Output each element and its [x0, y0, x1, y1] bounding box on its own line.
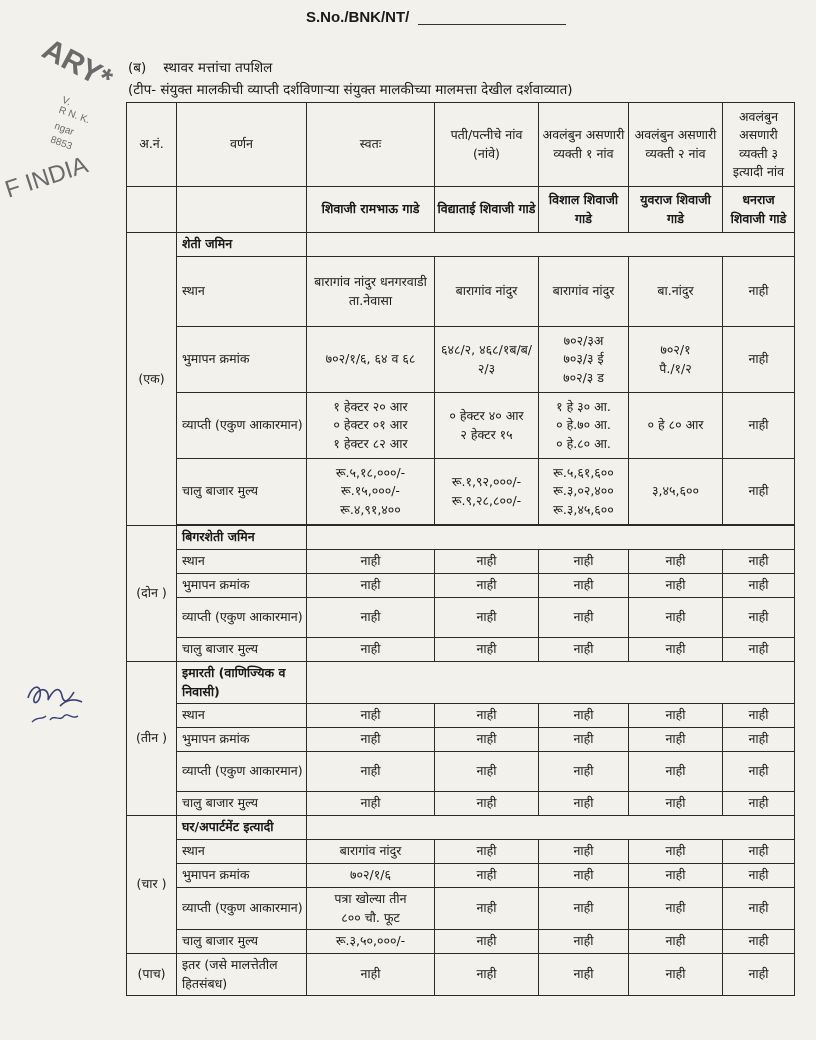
table-row [127, 393, 795, 459]
serial-underline [418, 24, 566, 25]
cell-value: नाही [723, 393, 795, 459]
table-row: व्याप्ती (एकुण आकारमान) पत्रा खोल्या तीन ८०० चौ. फूट नाही नाही नाही नाही [127, 888, 795, 930]
table-row [127, 459, 795, 525]
section-title: स्थावर मत्तांचा तपशिल [163, 60, 273, 76]
row-label: स्थान [177, 840, 307, 864]
table-row: भुमापन क्रमांक नाही नाही नाही नाही नाही [127, 574, 795, 598]
handwritten-signature [20, 676, 110, 746]
row-label: व्याप्ती (एकुण आकारमान) [177, 752, 307, 792]
header-no: अ.नं. [127, 103, 177, 187]
header-self: स्वतः [307, 103, 435, 187]
row-label: चालु बाजार मुल्य [177, 459, 307, 525]
name-dep2: युवराज शिवाजी गाडे [629, 187, 723, 233]
stamp-seal [1, 32, 122, 208]
seal-text-top: ARY* [36, 32, 118, 97]
seal-text-bottom: F INDIA [1, 151, 92, 204]
cell-value: बा.नांदुर [629, 257, 723, 327]
row-label: चालु बाजार मुल्य [177, 638, 307, 662]
cell-value: रू.३,५०,०००/- [307, 930, 435, 954]
row-label: भुमापन क्रमांक [177, 728, 307, 752]
cell-value: ७०२/१/६ [307, 864, 435, 888]
header-desc: वर्णन [177, 103, 307, 187]
cell-value: बारागांव नांदुर [539, 257, 629, 327]
section-heading [128, 58, 272, 76]
cell-value: पत्रा खोल्या तीन ८०० चौ. फूट [307, 888, 435, 930]
section-note: (टीप- संयुक्त मालकीची व्याप्ती दर्शविणाऱ्या संयुक्त मालकीच्या मालमत्ता देखील दर्शवाव्यात) [128, 82, 573, 98]
cell-value: १ हेक्टर २० आर ० हेक्टर ०१ आर १ हेक्टर ८२ आर [307, 393, 435, 459]
table-row: स्थान नाही नाही नाही नाही नाही [127, 550, 795, 574]
section-title: शेती जमिन [177, 233, 307, 257]
immovable-assets-table [126, 102, 795, 996]
section-no: (पाच) [127, 954, 177, 996]
header-dep1: अवलंबुन असणारी व्यक्ती १ नांव [539, 103, 629, 187]
row-label: चालु बाजार मुल्य [177, 792, 307, 816]
row-label: व्याप्ती (एकुण आकारमान) [177, 888, 307, 930]
section-title: इतर (जसे मालत्तेतील हितसंबध) [177, 954, 307, 996]
section-no: (चार ) [127, 816, 177, 954]
cell-value: बारागांव नांदुर धनगरवाडी ता.नेवासा [307, 257, 435, 327]
seal-line-1: V. [60, 94, 73, 109]
name-dep1: विशाल शिवाजी गाडे [539, 187, 629, 233]
table-row: चालु बाजार मुल्य नाही नाही नाही नाही नाही [127, 638, 795, 662]
cell-value: ० हेक्टर ४० आर २ हेक्टर १५ [435, 393, 539, 459]
section-no: (तीन ) [127, 662, 177, 816]
section-title: घर/अपार्टमेंट इत्यादी [177, 816, 307, 840]
cell-value: नाही [723, 459, 795, 525]
section-title: इमारती (वाणिज्यिक व निवासी) [177, 662, 307, 704]
name-self: शिवाजी रामभाऊ गाडे [307, 187, 435, 233]
header-dep2: अवलंबुन असणारी व्यक्ती २ नांव [629, 103, 723, 187]
table-row: स्थान नाही नाही नाही नाही नाही [127, 704, 795, 728]
row-label: भुमापन क्रमांक [177, 574, 307, 598]
table-row: व्याप्ती (एकुण आकारमान) नाही नाही नाही नाही नाही [127, 752, 795, 792]
seal-line-3: ngar [52, 120, 76, 139]
row-label: व्याप्ती (एकुण आकारमान) [177, 393, 307, 459]
table-row: भुमापन क्रमांक नाही नाही नाही नाही नाही [127, 728, 795, 752]
table-row: चालु बाजार मुल्य रू.३,५०,०००/- नाही नाही नाही नाही [127, 930, 795, 954]
name-dep3: धनराज शिवाजी गाडे [723, 187, 795, 233]
section-no: (दोन ) [127, 526, 177, 662]
table-row [127, 257, 795, 327]
cell-value: ७०२/१/६, ६४ व ६८ [307, 327, 435, 393]
cell-value: बारागांव नांदुर [307, 840, 435, 864]
seal-line-4: 8853 [48, 134, 74, 153]
cell-value: रू.५,६१,६०० रू.३,०२,४०० रू.३,४५,६०० [539, 459, 629, 525]
cell-value: ३,४५,६०० [629, 459, 723, 525]
row-label: भुमापन क्रमांक [177, 327, 307, 393]
row-label: स्थान [177, 704, 307, 728]
serial-number: S.No./BNK/NT/ [306, 9, 410, 26]
header-row [127, 103, 795, 187]
row-label: स्थान [177, 257, 307, 327]
section-marker: (ब) [128, 60, 147, 76]
row-label: भुमापन क्रमांक [177, 864, 307, 888]
table-row: चालु बाजार मुल्य नाही नाही नाही नाही नाही [127, 792, 795, 816]
header-dep3: अवलंबुन असणारी व्यक्ती ३ इत्यादी नांव [723, 103, 795, 187]
cell-value: ७०२/१ पै./१/२ [629, 327, 723, 393]
name-spouse: विद्याताई शिवाजी गाडे [435, 187, 539, 233]
table-row [127, 526, 795, 550]
row-label: व्याप्ती (एकुण आकारमान) [177, 598, 307, 638]
table-row [127, 662, 795, 704]
table-row: स्थान बारागांव नांदुर नाही नाही नाही नाही [127, 840, 795, 864]
cell-value: रू.५,१८,०००/- रू.१५,०००/- रू.४,९१,४०० [307, 459, 435, 525]
cell-value: रू.१,९२,०००/- रू.९,२८,८००/- [435, 459, 539, 525]
header-spouse: पती/पत्नीचे नांव (नांवे) [435, 103, 539, 187]
cell-value: ६४८/२, ४६८/१ब/ब/२/३ [435, 327, 539, 393]
section-title: बिगरशेती जमिन [177, 526, 307, 550]
table-row [127, 816, 795, 840]
table-row: भुमापन क्रमांक ७०२/१/६ नाही नाही नाही नाही [127, 864, 795, 888]
table-row [127, 233, 795, 257]
seal-line-2: R N. K. [57, 104, 92, 127]
table-row: व्याप्ती (एकुण आकारमान) नाही नाही नाही नाही नाही [127, 598, 795, 638]
names-row [127, 187, 795, 233]
cell-value: नाही [723, 257, 795, 327]
row-label: स्थान [177, 550, 307, 574]
table-row [127, 327, 795, 393]
row-label: चालु बाजार मुल्य [177, 930, 307, 954]
cell-value: ० हे ८० आर [629, 393, 723, 459]
cell-value: बारागांव नांदुर [435, 257, 539, 327]
cell-value: ७०२/३अ ७०३/३ ई ७०२/३ ड [539, 327, 629, 393]
cell-value: नाही [723, 327, 795, 393]
table-row: (पाच) इतर (जसे मालत्तेतील हितसंबध) नाही नाही नाही नाही नाही [127, 954, 795, 996]
cell-value: १ हे ३० आ. ० हे.७० आ. ० हे.८० आ. [539, 393, 629, 459]
section-no: (एक) [127, 233, 177, 526]
